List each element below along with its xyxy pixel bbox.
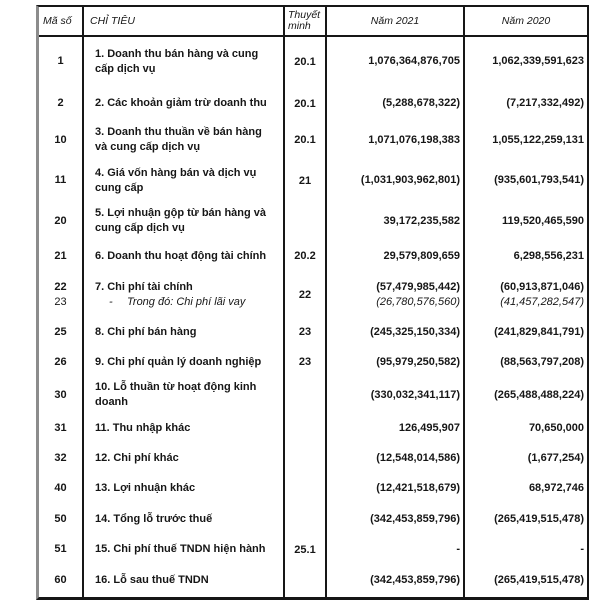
row-sublabel-dash: - [109,296,113,308]
row-code-main: 1 [57,55,64,67]
row-value-2020-main: (7,217,332,492) [506,97,584,109]
row-value-2020-main: - [580,543,584,555]
row-label-text: 10. Lỗ thuần từ hoạt động kinh doanh [95,381,257,408]
row-value-2020-main: (60,913,871,046) [500,281,584,293]
row-note-ref [285,444,327,473]
table-row [39,444,587,473]
row-value-2021 [327,564,465,597]
row-label [84,240,285,272]
row-value-2020-main: 1,062,339,591,623 [492,55,584,67]
row-value-2021-main: (330,032,341,117) [370,388,460,401]
row-note-ref: 25.1 [285,535,327,564]
row-label-text: 16. Lỗ sau thuế TNDN [95,574,209,586]
row-value-2021 [327,473,465,504]
row-value-2021 [327,272,465,318]
row-value-2020-main: 68,972,746 [528,482,584,494]
row-value-2020-main: (241,829,841,791) [494,325,584,338]
row-code [39,240,84,272]
column-header-thuyet-minh: Thuyết minh [285,7,327,35]
row-sublabel-label: Trong đó: Chi phí lãi vay [127,296,246,308]
table-row [39,37,587,86]
row-value-2021-main: (1,031,903,962,801) [360,174,460,186]
row-value-2021 [327,240,465,272]
row-value-2021 [327,504,465,535]
row-label-text: 14. Tổng lỗ trước thuế [95,513,213,525]
table-row [39,86,587,121]
row-code [39,272,84,318]
table-row [39,564,587,597]
row-value-2021-main: 29,579,809,659 [383,249,460,262]
row-code-main: 25 [54,325,67,338]
table-row [39,473,587,504]
row-label [84,86,285,121]
row-value-2021-main: 1,076,364,876,705 [368,55,460,67]
column-header-nam-2021: Năm 2021 [327,7,465,35]
row-note-ref: 23 [285,318,327,346]
row-code-main: 60 [54,574,67,586]
income-statement-table [36,5,589,600]
row-label-text: 2. Các khoản giảm trừ doanh thu [95,97,267,109]
row-value-2021-main: (95,979,250,582) [376,355,460,368]
row-note-ref [285,504,327,535]
row-note-ref [285,378,327,412]
row-code [39,121,84,159]
row-value-2021-main: (342,453,859,796) [370,513,460,525]
row-code [39,504,84,535]
table-header-row [39,7,587,37]
row-note-ref: 20.2 [285,240,327,272]
table-row [39,378,587,412]
row-value-2021-main: (12,548,014,586) [376,452,460,464]
row-label [84,121,285,159]
table-row [39,535,587,564]
row-value-2021 [327,121,465,159]
row-note-ref [285,564,327,597]
row-value-2021-main: 39,172,235,582 [383,214,460,227]
row-value-2020-main: (1,677,254) [527,452,584,464]
row-value-2020 [465,378,587,412]
row-value-2020-main: (88,563,797,208) [500,355,584,368]
row-code [39,37,84,86]
row-code [39,412,84,444]
row-value-2021-main: 1,071,076,198,383 [368,133,460,146]
row-value-2021 [327,86,465,121]
row-label-text: 4. Giá vốn hàng bán và dịch vụ cung cấp [95,166,257,194]
row-code [39,202,84,240]
row-code [39,564,84,597]
row-value-2020 [465,37,587,86]
row-value-2020-main: (265,419,515,478) [494,574,584,586]
row-code [39,378,84,412]
row-code [39,473,84,504]
row-label [84,272,285,318]
row-value-2020 [465,412,587,444]
row-code-sub: 23 [54,296,67,308]
table-row [39,159,587,202]
row-note-ref [285,202,327,240]
row-code [39,159,84,202]
row-value-2020-main: 6,298,556,231 [513,249,584,262]
row-value-2021-main: (5,288,678,322) [382,97,460,109]
row-label [84,318,285,346]
row-value-2020 [465,473,587,504]
row-value-2020-main: 1,055,122,259,131 [492,133,584,146]
row-label-text: 11. Thu nhập khác [95,421,191,434]
row-label-text: 13. Lợi nhuận khác [95,482,196,494]
row-code [39,346,84,378]
row-value-2021-main: 126,495,907 [398,421,460,434]
row-code-main: 20 [54,214,67,227]
row-value-2020-main: 70,650,000 [528,421,584,434]
row-label [84,159,285,202]
row-value-2020-main: (935,601,793,541) [494,174,584,186]
row-value-2020-sub: (41,457,282,547) [500,296,584,308]
row-label-text: 3. Doanh thu thuần về bán hàng và cung cấp dịch vụ [95,126,262,153]
row-code [39,535,84,564]
row-value-2020 [465,535,587,564]
row-note-ref: 20.1 [285,121,327,159]
row-code-main: 10 [54,133,67,146]
row-value-2020 [465,504,587,535]
row-code-main: 11 [54,174,67,186]
row-value-2021-main: (342,453,859,796) [370,574,460,586]
row-code-main: 26 [54,355,67,368]
row-code-main: 40 [54,482,67,494]
row-label-text: 9. Chi phí quản lý doanh nghiệp [95,355,262,368]
row-label [84,564,285,597]
row-label [84,535,285,564]
column-header-ma-so: Mã số [39,7,84,35]
row-value-2020 [465,444,587,473]
row-note-ref: 21 [285,159,327,202]
row-code-main: 30 [54,388,67,401]
row-code-main: 22 [54,281,67,293]
row-code-main: 31 [54,421,67,434]
row-value-2020-main: (265,488,488,224) [494,388,584,401]
row-value-2021-main: (12,421,518,679) [376,482,460,494]
row-value-2021-main: - [456,543,460,555]
row-sublabel-text [95,295,275,310]
table-row [39,272,587,318]
row-value-2021 [327,37,465,86]
table-row [39,504,587,535]
row-value-2020 [465,159,587,202]
table-row [39,202,587,240]
row-note-ref: 20.1 [285,86,327,121]
row-label [84,346,285,378]
row-value-2020 [465,272,587,318]
row-value-2020 [465,86,587,121]
row-value-2021 [327,202,465,240]
row-label [84,412,285,444]
row-value-2021 [327,346,465,378]
row-value-2021 [327,535,465,564]
row-label [84,378,285,412]
row-label-text: 15. Chi phí thuế TNDN hiện hành [95,543,266,555]
row-value-2021-sub: (26,780,576,560) [376,296,460,308]
table-row [39,346,587,378]
row-code-main: 32 [54,452,67,464]
row-label [84,473,285,504]
row-value-2020-main: (265,419,515,478) [494,513,584,525]
row-code [39,86,84,121]
column-header-nam-2020: Năm 2020 [501,15,551,27]
row-value-2021-main: (57,479,985,442) [376,281,460,293]
row-value-2021 [327,444,465,473]
row-code-main: 51 [54,543,67,555]
row-value-2020 [465,346,587,378]
row-label [84,504,285,535]
row-code-main: 50 [54,513,67,525]
column-header-chi-tieu: CHỈ TIÊU [84,7,285,35]
row-label-text: 6. Doanh thu hoạt động tài chính [95,249,267,262]
row-label [84,444,285,473]
row-code [39,318,84,346]
row-label-text: 5. Lợi nhuận gộp từ bán hàng và cung cấp dịch vụ [95,207,267,234]
row-label [84,202,285,240]
table-row [39,412,587,444]
row-label-text: 7. Chi phí tài chính [95,281,193,293]
row-value-2021 [327,412,465,444]
row-value-2021 [327,318,465,346]
row-value-2021 [327,378,465,412]
row-note-ref: 22 [285,272,327,318]
row-label-text: 8. Chi phí bán hàng [95,325,197,338]
row-value-2020 [465,121,587,159]
row-label [84,37,285,86]
row-value-2020 [465,202,587,240]
table-body [39,37,587,597]
row-value-2021-main: (245,325,150,334) [370,325,460,338]
row-label-text: 1. Doanh thu bán hàng và cung cấp dịch vụ [95,47,259,75]
row-note-ref [285,473,327,504]
row-value-2020 [465,318,587,346]
table-row [39,240,587,272]
row-code [39,444,84,473]
row-value-2020 [465,564,587,597]
row-label-text: 12. Chi phí khác [95,452,179,464]
row-note-ref: 20.1 [285,37,327,86]
table-row [39,318,587,346]
row-value-2020 [465,240,587,272]
row-code-main: 2 [57,97,64,109]
row-value-2020-main: 119,520,465,590 [502,214,584,227]
table-row [39,121,587,159]
row-value-2021 [327,159,465,202]
row-code-main: 21 [54,249,67,262]
row-note-ref [285,412,327,444]
row-note-ref: 23 [285,346,327,378]
